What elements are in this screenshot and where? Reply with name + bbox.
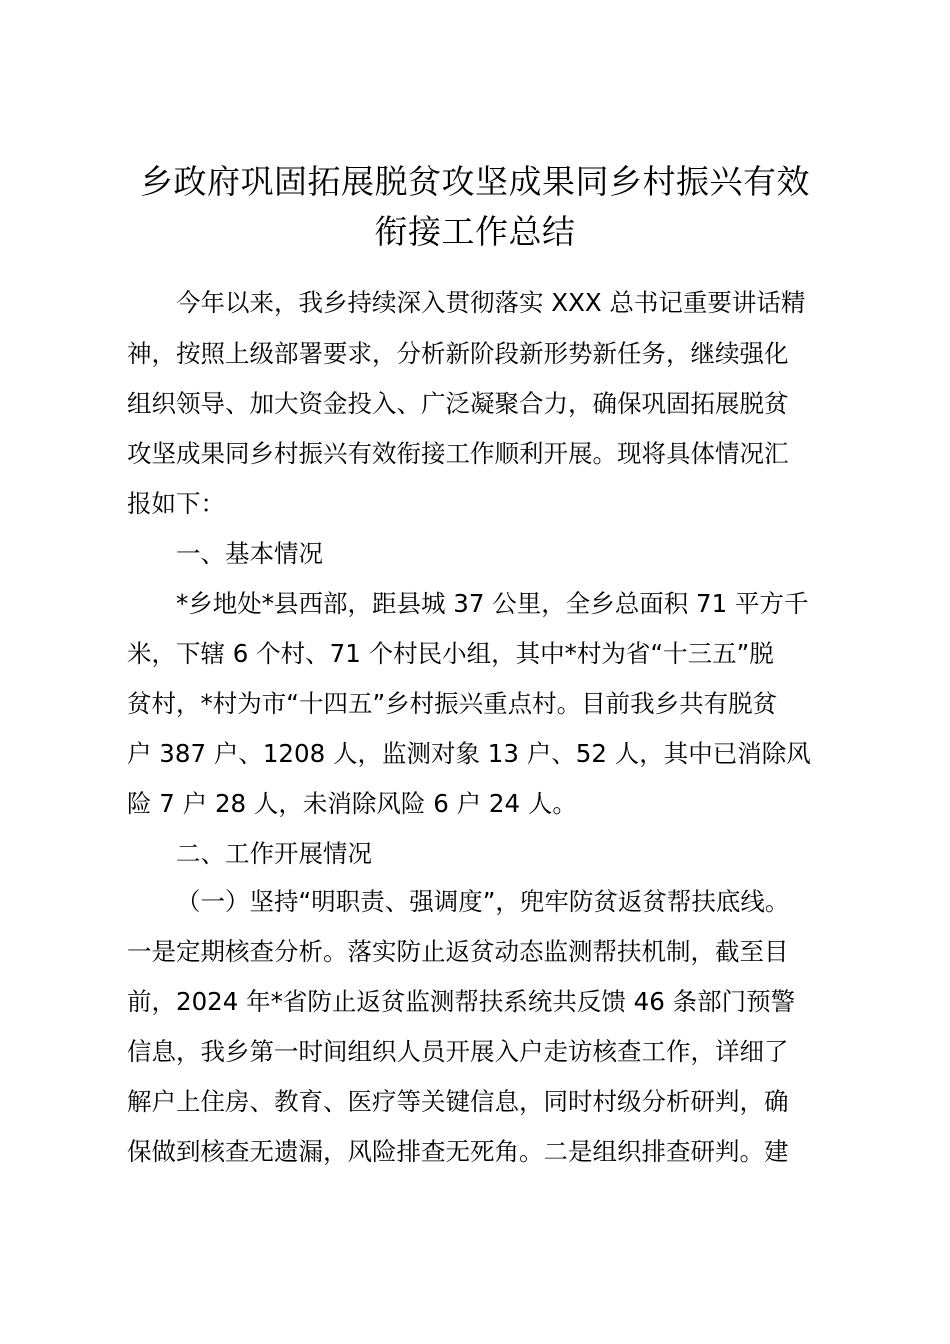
body-line: 组织领导、加大资金投入、广泛凝聚合力，确保巩固拓展脱贫 — [127, 389, 789, 418]
body-line: 前，2024 年*省防止返贫监测帮扶系统共反馈 46 条部门预警 — [127, 987, 796, 1016]
section-heading: 一、基本情况 — [176, 539, 323, 568]
body-line: *乡地处*县西部，距县城 37 公里，全乡总面积 71 平方千 — [176, 589, 809, 618]
body-line: 解户上住房、教育、医疗等关键信息，同时村级分析研判，确 — [127, 1087, 789, 1116]
body-line: 今年以来，我乡持续深入贯彻落实 XXX 总书记重要讲话精 — [176, 288, 806, 317]
body-line: 保做到核查无遗漏，风险排查无死角。二是组织排查研判。建 — [127, 1137, 789, 1166]
body-line: 险 7 户 28 人，未消除风险 6 户 24 人。 — [127, 789, 577, 818]
document-title-line-1: 乡政府巩固拓展脱贫攻坚成果同乡村振兴有效 — [140, 162, 810, 201]
document-title-line-2: 衔接工作总结 — [374, 212, 576, 251]
section-heading: 二、工作开展情况 — [176, 839, 372, 868]
body-line: 攻坚成果同乡村振兴有效衔接工作顺利开展。现将具体情况汇 — [127, 439, 789, 468]
body-line: 米，下辖 6 个村、71 个村民小组，其中*村为省“十三五”脱 — [127, 639, 774, 668]
body-line: 贫村，*村为市“十四五”乡村振兴重点村。目前我乡共有脱贫 — [127, 689, 778, 718]
body-line: 一是定期核查分析。落实防止返贫动态监测帮扶机制，截至目 — [127, 937, 789, 966]
body-line: 报如下： — [127, 489, 225, 518]
subsection-heading: （一）坚持“明职责、强调度”，兜牢防贫返贫帮扶底线。 — [176, 887, 790, 916]
body-line: 神，按照上级部署要求，分析新阶段新形势新任务，继续强化 — [127, 339, 789, 368]
body-line: 户 387 户、1208 人，监测对象 13 户、52 人，其中已消除风 — [127, 739, 811, 768]
body-line: 信息，我乡第一时间组织人员开展入户走访核查工作，详细了 — [127, 1037, 789, 1066]
